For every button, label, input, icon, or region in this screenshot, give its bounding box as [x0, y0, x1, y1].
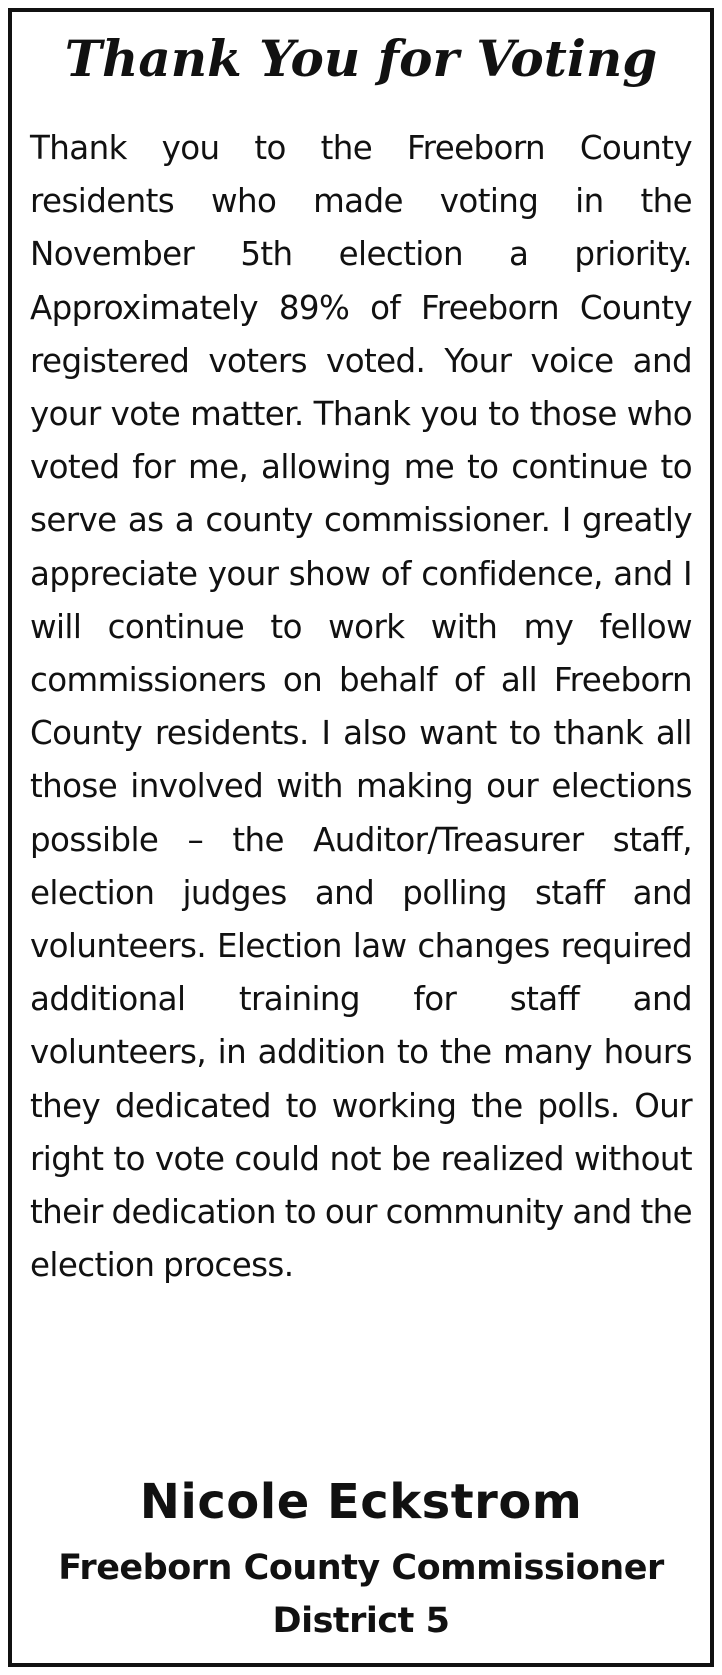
ad-body-text: Thank you to the Freeborn County residents who made voting in the November 5th election a priority. Approximately 89% of Freeborn County registered voters voted. Your voice and your vote matter. Thank you to those who voted for me, allowing me to continue to serve as a county commissioner. I greatly appreciate your show of confidence, and I will continue to work with my fellow commissioners on behalf of all Freeborn County residents. I also want to thank all those involved with making our elections possible – the Auditor/Treasurer staff, election judges and polling staff and volunteers. Election law changes required additional training for staff and volunteers, in addition to the many hours they dedicated to working the polls. Our right to vote could not be realized without their dedication to our community and the election process. — [30, 129, 692, 1285]
signature-name: Nicole Eckstrom — [139, 1474, 583, 1530]
signature-title: Freeborn County Commissioner — [58, 1548, 664, 1588]
ad-title: Thank You for Voting — [64, 29, 658, 88]
ad-frame — [8, 8, 714, 1667]
signature-district: District 5 — [272, 1601, 450, 1641]
